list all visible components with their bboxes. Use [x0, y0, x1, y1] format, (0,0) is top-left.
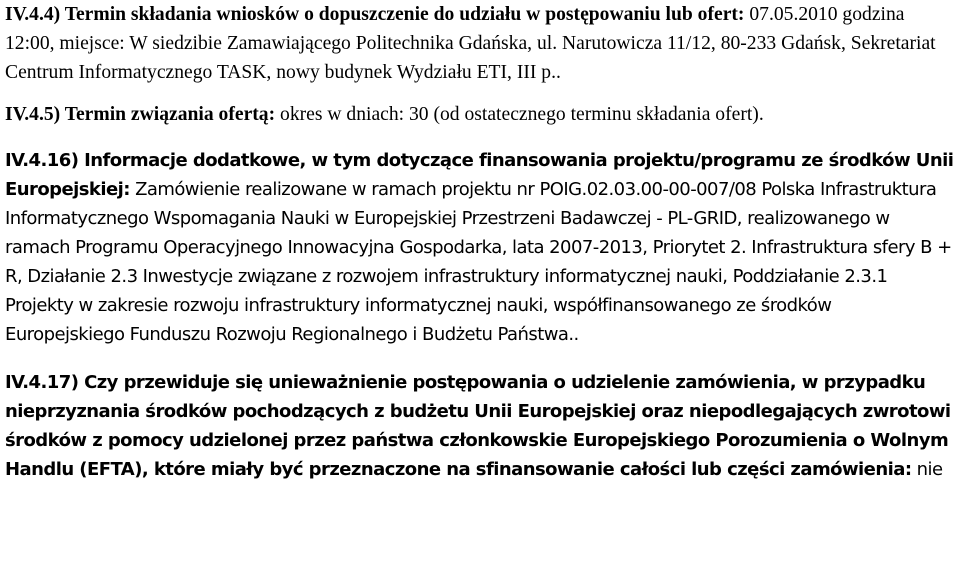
- section-iv-4-17-heading: IV.4.17) Czy przewiduje się unieważnienie postępowania o udzielenie zamówienia, w przypadku nieprzyznania środków pochodzących z budżetu Unii Europejskiej oraz niepodlegających zwrotowi środków z pomocy udzielonej przez państwa członkowskie Europejskiego Porozumienia o Wolnym Handlu (EFTA), które miały być przeznaczone na sfinansowanie całości lub części zamówienia:: [5, 372, 951, 480]
- section-iv-4-4: [5, 0, 955, 87]
- document-page: [5, 0, 955, 484]
- section-iv-4-5-body: okres w dniach: 30 (od ostatecznego terminu składania ofert).: [275, 104, 764, 125]
- section-iv-4-17-body: nie: [911, 459, 943, 480]
- section-iv-4-4-body: 07.05.2010 godzina 12:00, miejsce: W siedzibie Zamawiającego Politechnika Gdańska, ul. Narutowicza 11/12, 80-233 Gdańsk, Sekretariat Centrum Informatycznego TASK, nowy budynek Wydziału ETI, III p..: [5, 4, 936, 83]
- section-iv-4-16-body: Zamówienie realizowane w ramach projektu nr POIG.02.03.00-00-007/08 Polska Infrastruktura Informatycznego Wspomagania Nauki w Europejskiej Przestrzeni Badawczej - PL-GRID, realizowanego w ramach Programu Operacyjnego Innowacyjna Gospodarka, lata 2007-2013, Priorytet 2. Infrastruktura sfery B + R, Działanie 2.3 Inwestycje związane z rozwojem infrastruktury informatycznej nauki, Poddziałanie 2.3.1 Projekty w zakresie rozwoju infrastruktury informatycznej nauki, współfinansowanego ze środków Europejskiego Funduszu Rozwoju Regionalnego i Budżetu Państwa..: [5, 179, 952, 345]
- section-iv-4-5: [5, 100, 955, 129]
- section-iv-4-17: [5, 368, 955, 484]
- section-iv-4-16: [5, 146, 955, 349]
- section-iv-4-5-heading: IV.4.5) Termin związania ofertą:: [5, 104, 276, 125]
- section-iv-4-4-heading: IV.4.4) Termin składania wniosków o dopuszczenie do udziału w postępowaniu lub ofert:: [5, 4, 745, 25]
- section-iv-4-16-heading: IV.4.16) Informacje dodatkowe, w tym dotyczące finansowania projektu/programu ze środków Unii Europejskiej:: [5, 150, 954, 200]
